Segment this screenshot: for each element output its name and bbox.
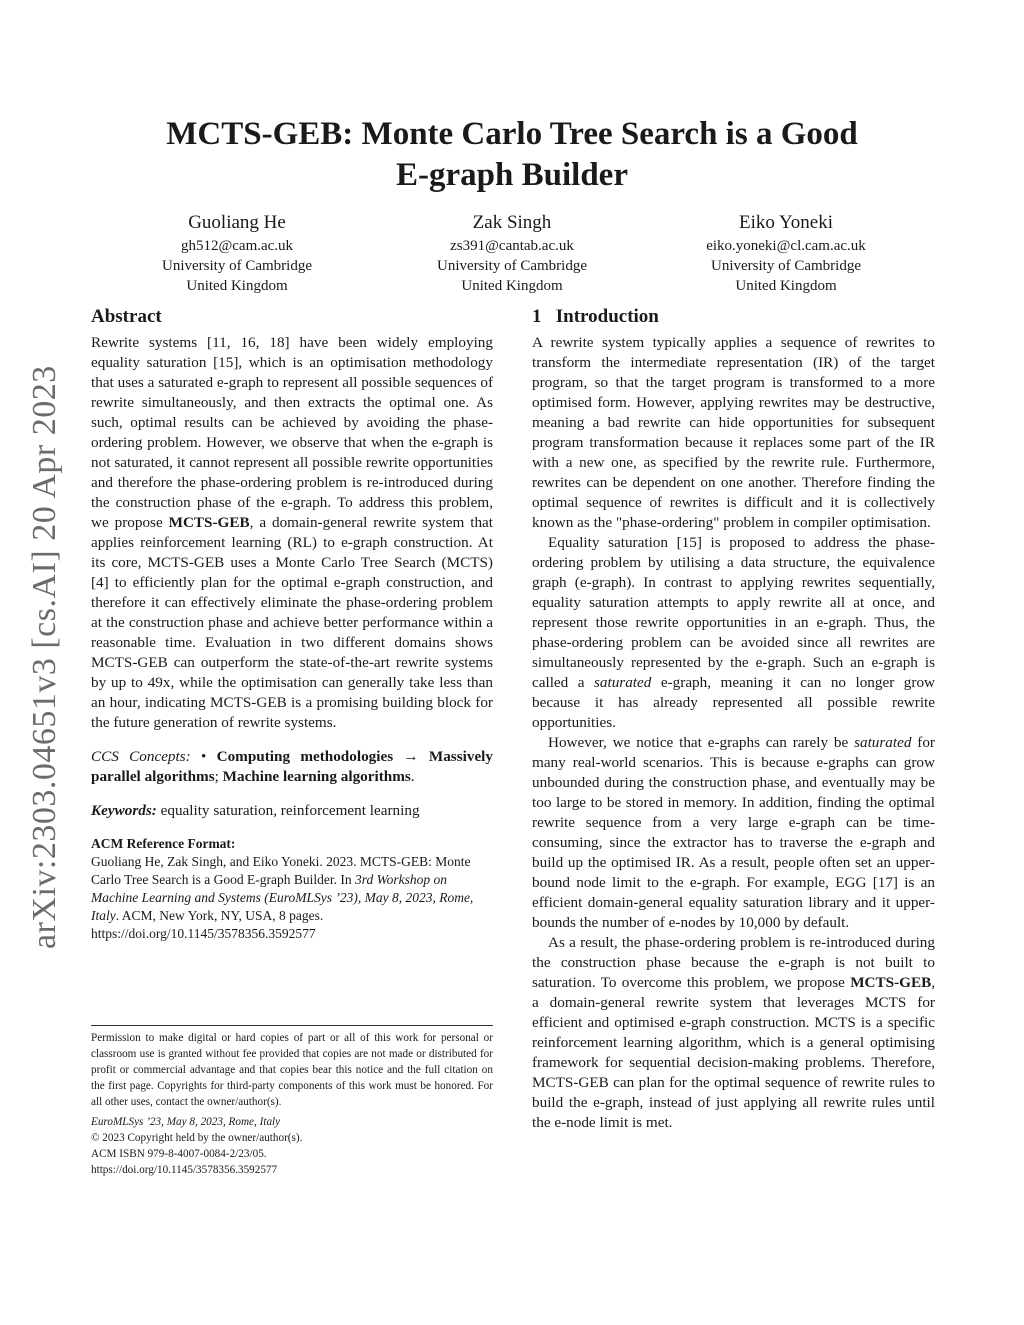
paper-title xyxy=(100,114,924,196)
acm-reference-part: Guoliang He, Zak Singh, and Eiko Yoneki. 2023. MCTS-GEB: Monte Carlo Tree Search is a Good E-graph Builder. In xyxy=(91,854,471,887)
intro-paragraph-4 xyxy=(532,933,935,1133)
permission-text: Permission to make digital or hard copies of part or all of this work for personal or classroom use is granted without fee provided that copies are not made or distributed for profit or commercial advantage and that copies bear this notice and the full citation on the first page. Copyrights for third-party components of this work must be honored. For all other uses, contact the owner/author(s). xyxy=(91,1032,493,1108)
author-country: United Kingdom xyxy=(186,278,288,294)
ccs-item: Machine learning algorithms xyxy=(222,768,411,785)
left-column xyxy=(91,305,493,943)
footnote-venue-text: EuroMLSys ’23, May 8, 2023, Rome, Italy xyxy=(91,1116,281,1128)
author-3 xyxy=(656,210,916,296)
intro-text-part: e-graph, meaning it can no longer grow because it has already represented all possible rewrite opportunities. xyxy=(532,674,935,731)
author-email: zs391@cantab.ac.uk xyxy=(450,238,574,254)
author-2 xyxy=(382,210,642,296)
arxiv-stamp: arXiv:2303.04651v3 [cs.AI] 20 Apr 2023 xyxy=(26,365,63,949)
footnote-copyright: © 2023 Copyright held by the owner/author(s). xyxy=(91,1132,303,1144)
author-name: Eiko Yoneki xyxy=(739,212,833,233)
footnote-isbn: ACM ISBN 979-8-4007-0084-2/23/05. xyxy=(91,1148,267,1160)
intro-paragraph-1: A rewrite system typically applies a sequence of rewrites to transform the intermediate representation (IR) of the target program, so that the target program is transformed to a more optimised form. However, applying rewrites may be destructive, meaning a bad rewrite can hide opportunities for subsequent program transformation because it replaces some part of the IR with a new one, as specified by the rewrite rule. Furthermore, rewrites can be dependent on one another. Therefore finding the optimal sequence of rewrites is difficult and it is collectively known as the "phase-ordering" problem in compiler optimisation. xyxy=(532,334,935,531)
ccs-end: . xyxy=(410,768,415,785)
acm-reference-part: . ACM, New York, NY, USA, 8 pages. https://doi.org/10.1145/3578356.3592577 xyxy=(91,908,324,941)
abstract-text xyxy=(91,333,493,733)
author-country: United Kingdom xyxy=(735,278,837,294)
acm-reference xyxy=(91,835,493,943)
intro-system-name: MCTS-GEB xyxy=(850,974,932,991)
acm-reference-label: ACM Reference Format: xyxy=(91,836,236,851)
intro-paragraph-2 xyxy=(532,533,935,733)
author-name: Guoliang He xyxy=(188,212,286,233)
author-block xyxy=(0,210,1024,300)
ccs-bullet: • xyxy=(190,748,217,765)
acm-reference-text xyxy=(91,853,493,943)
keywords xyxy=(91,801,493,821)
right-column xyxy=(532,305,935,1133)
intro-text-part: , a domain-general rewrite system that leverages MCTS for efficient and optimised e-graph construction. MCTS is a specific reinforcement learning algorithm, which is a general optimising framework for sequential decision-making problems. Therefore, MCTS-GEB can plan for the optimal sequence of rewrite rules to build the e-graph, instead of just applying all rewrite rules until the e-node limit is met. xyxy=(532,974,935,1131)
intro-emphasis: saturated xyxy=(593,674,652,691)
intro-text-part: As a result, the phase-ordering problem is re-introduced during the construction phase because the e-graph is not built to saturation. To overcome this problem, we propose xyxy=(532,934,935,991)
author-email: gh512@cam.ac.uk xyxy=(180,238,294,254)
ccs-item: Massively parallel algorithms xyxy=(91,748,493,785)
author-country: United Kingdom xyxy=(461,278,563,294)
author-affiliation: University of Cambridge xyxy=(437,258,587,274)
introduction-heading: 1 Introduction xyxy=(532,306,659,327)
acm-reference-venue: 3rd Workshop on Machine Learning and Systems (EuroMLSys ’23), May 8, 2023, Rome, Italy xyxy=(91,872,474,923)
title-line-1: MCTS-GEB: Monte Carlo Tree Search is a Good xyxy=(166,116,858,152)
intro-paragraph-3 xyxy=(532,733,935,933)
title-line-2: E-graph Builder xyxy=(396,157,628,193)
intro-text-part: Equality saturation [15] is proposed to address the phase-ordering problem by utilising a data structure, the equivalence graph (e-graph). In contrast to applying rewrites sequentially, equality saturation attempts to apply rewrite all at once, and represent those rewrite opportunities in an e-graph. Thus, the phase-ordering problem can be avoided since all rewrites are simultaneously represented by the e-graph. Such an e-graph is called a xyxy=(532,534,935,691)
intro-text-part: However, we notice that e-graphs can rarely be xyxy=(548,734,855,751)
author-affiliation: University of Cambridge xyxy=(711,258,861,274)
ccs-item: Computing methodologies xyxy=(216,748,394,765)
author-affiliation: University of Cambridge xyxy=(162,258,312,274)
ccs-separator: ; xyxy=(214,768,223,785)
ccs-label: CCS Concepts: xyxy=(91,748,191,765)
abstract-text-part: Rewrite systems [11, 16, 18] have been widely employing equality saturation [15], which is an optimisation methodology that uses a saturated e-graph to represent all possible sequences of rewrite simultaneously, and then extracts the optimal one. As such, optimal results can be achieved by avoiding the phase-ordering problem. However, we observe that when the e-graph is not saturated, it cannot represent all possible rewrite opportunities and therefore the phase-ordering problem is re-introduced during the construction phase of the e-graph. To address this problem, we propose xyxy=(91,334,493,531)
author-name: Zak Singh xyxy=(472,212,552,233)
keywords-label: Keywords: xyxy=(91,802,157,819)
abstract-heading: Abstract xyxy=(91,306,162,327)
keywords-text: equality saturation, reinforcement learning xyxy=(156,802,420,819)
ccs-arrow: → xyxy=(393,748,429,765)
footnote-venue xyxy=(91,1114,493,1130)
footnote-doi[interactable]: https://doi.org/10.1145/3578356.3592577 xyxy=(91,1164,278,1176)
permission-footnote xyxy=(91,1025,493,1178)
abstract-system-name: MCTS-GEB xyxy=(168,514,250,531)
abstract-text-part: , a domain-general rewrite system that applies reinforcement learning (RL) to e-graph construction. At its core, MCTS-GEB uses a Monte Carlo Tree Search (MCTS) [4] to efficiently plan for the optimal e-graph construction, and therefore it can effectively eliminate the phase-ordering problem at the construction phase and achieve better performance within a reasonable time. Evaluation in two different domains shows MCTS-GEB can outperform the state-of-the-art rewrite systems by up to 49x, while the optimisation can generally take less than an hour, indicating MCTS-GEB is a promising building block for the future generation of rewrite systems. xyxy=(91,514,493,731)
intro-text-part: for many real-world scenarios. This is because e-graphs can grow unbounded during the construction phase, and eventually may be too large to be stored in memory. In addition, finding the optimal rewrite sequence from a very large e-graph can be time-consuming, since the extractor has to traverse the e-graph and build up the optimised IR. As a result, people often set an upper-bound node limit to the e-graph. For example, EGG [17] is an efficient domain-general equality saturation library and it upper-bounds the number of e-nodes by 10,000 by default. xyxy=(532,734,935,931)
author-email: eiko.yoneki@cl.cam.ac.uk xyxy=(706,238,866,254)
author-1 xyxy=(107,210,367,296)
intro-emphasis: saturated xyxy=(854,734,912,751)
ccs-concepts xyxy=(91,747,493,787)
